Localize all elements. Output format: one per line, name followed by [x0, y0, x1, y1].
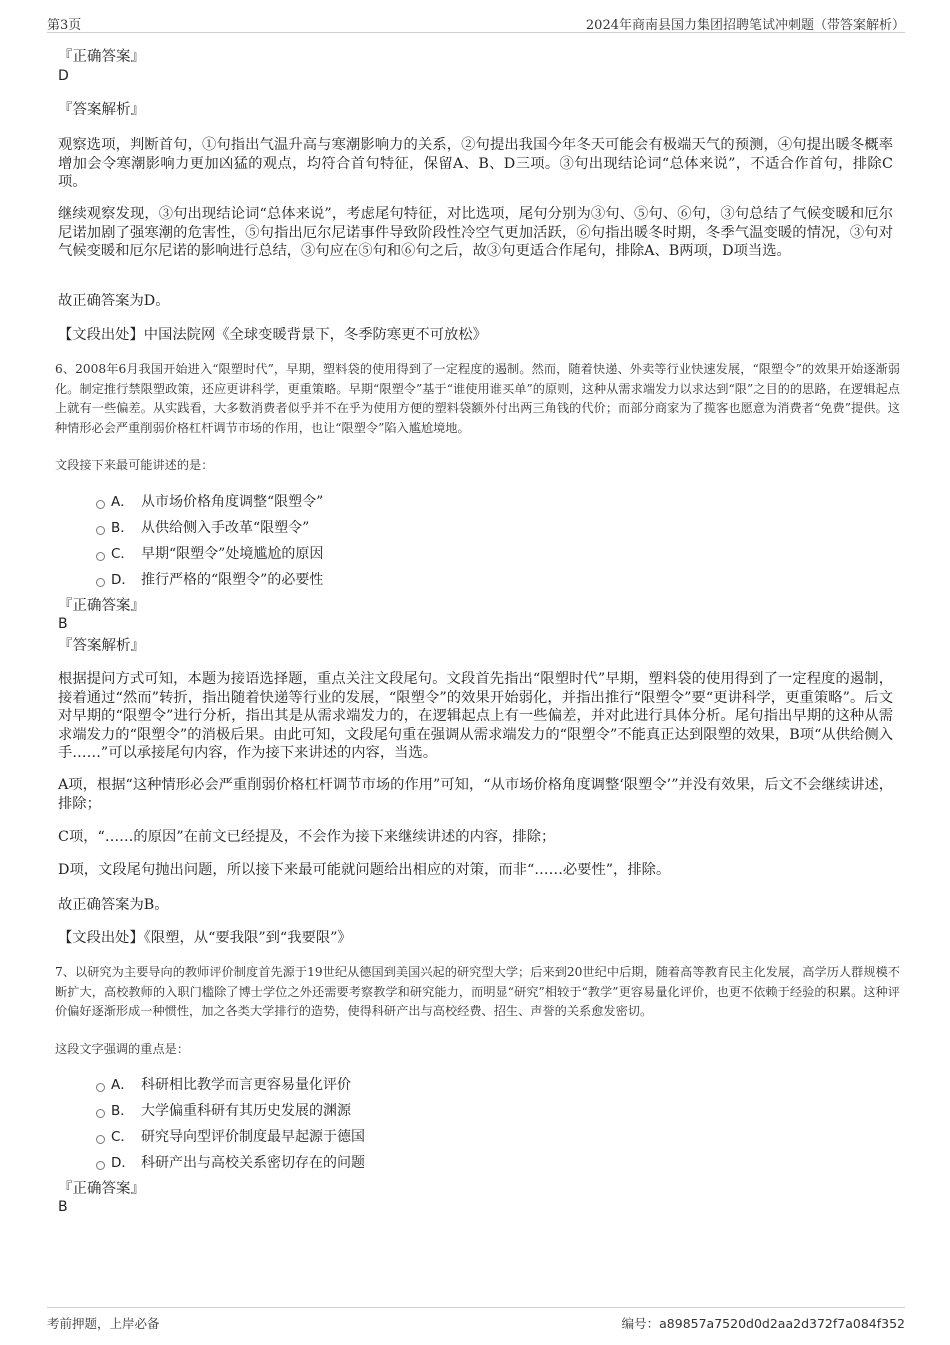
q7-prompt: 这段文字强调的重点是： — [55, 1042, 190, 1056]
radio-icon[interactable] — [96, 552, 105, 561]
document-code — [622, 1314, 905, 1332]
q7-correct-answer: B — [58, 1199, 68, 1215]
q7-question-text: 7、以研究为主要导向的教师评价制度首先源于19世纪从德国到美国兴起的研究型大学；后来到20世纪中后期，随着高等教育民主化发展，高学历人群规模不断扩大，高校教师的入职门槛除了博士学位之外还需要考察教学和研究能力，而明显“研究”相较于“教学”更容易量化评价，也更不依赖于经验的积累。这种评价偏好逐渐形成一种惯性，加之各类大学排行的造势，使得科研产出与高校经费、招生、声誉的关系愈发密切。 — [55, 965, 900, 1018]
q6-analysis-para-1: 根据提问方式可知，本题为接语选择题，重点关注文段尾句。文段首先指出“限塑时代”早期，塑料袋的使用得到了一定程度的遏制，接着通过“然而”转折，指出随着快递等行业的发展，“限塑令”的效果开始弱化，并指出推行“限塑令”要“更讲科学，更重策略”。后文对早期的“限塑令”进行分析，指出其是从需求端发力的，在逻辑起点上有一些偏差，并对此进行具体分析。尾句指出早期的这种从需求端发力的“限塑令”的消极后果。由此可知，文段尾句重在强调从需求端发力的“限塑令”不能真正达到限塑的效果，B项“从供给侧入手……”可以承接尾句内容，作为接下来讲述的内容，当选。 — [58, 671, 893, 761]
radio-icon[interactable] — [96, 1135, 105, 1144]
q6-option-c[interactable]: C． 早期“限塑令”处境尴尬的原因 — [96, 542, 323, 562]
footer-slogan: 考前押题，上岸必备 — [47, 1316, 160, 1331]
radio-icon[interactable] — [96, 1161, 105, 1170]
code-label: 编号： — [621, 1316, 660, 1331]
q5-analysis-para-2: 继续观察发现，③句出现结论词“总体来说”，考虑尾句特征，对比选项，尾句分别为③句、⑤句、⑥句，③句总结了气候变暖和厄尔尼诺加剧了强寒潮的危害性，⑤句指出厄尔尼诺事件导致阶段性冷空气更加活跃，⑥句指出暖冬时期，冬季气温变暖的情况，③句对气候变暖和厄尔尼诺的影响进行总结，③句应在⑤句和⑥句之后，故③句更适合作尾句，排除A、B两项，D项当选。 — [58, 206, 893, 259]
q5-analysis-para-1: 观察选项，判断首句，①句指出气温升高与寒潮影响力的关系，②句提出我国今年冬天可能会有极端天气的预测，④句提出暖冬概率增加会令寒潮影响力更加凶猛的观点，均符合首句特征，保留A、B、D三项。③句出现结论词“总体来说”，不适合作首句，排除C项。 — [58, 137, 893, 190]
q6-analysis-para-5: 故正确答案为B。 — [58, 897, 169, 913]
radio-icon[interactable] — [96, 526, 105, 535]
page-number: 第3页 — [47, 18, 82, 33]
q6-analysis-para-4: D项，文段尾句抛出问题，所以接下来最可能就问题给出相应的对策，而非“……必要性”，排除。 — [58, 862, 671, 878]
q5-analysis-para-3: 故正确答案为D。 — [58, 293, 170, 309]
page-footer — [47, 1307, 905, 1338]
q6-option-a[interactable]: A． 从市场价格角度调整“限塑令” — [96, 490, 323, 510]
q7-option-c[interactable]: C． 研究导向型评价制度最早起源于德国 — [96, 1125, 365, 1145]
q6-analysis-label: 『答案解析』 — [58, 638, 145, 654]
q6-source: 【文段出处】《限塑，从“要我限”到“我要限”》 — [58, 930, 352, 946]
q6-analysis-para-2: A项，根据“这种情形必会严重削弱价格杠杆调节市场的作用”可知，“从市场价格角度调整‘限塑令’”并没有效果，后文不会继续讲述，排除； — [58, 777, 893, 812]
q7-option-a[interactable]: A． 科研相比教学而言更容易量化评价 — [96, 1073, 351, 1093]
q6-option-b[interactable]: B． 从供给侧入手改革“限塑令” — [96, 516, 309, 536]
q7-option-d[interactable]: D． 科研产出与高校关系密切存在的问题 — [96, 1151, 365, 1171]
q7-correct-label: 『正确答案』 — [58, 1181, 145, 1197]
q5-correct-label: 『正确答案』 — [58, 49, 145, 65]
q6-prompt: 文段接下来最可能讲述的是： — [55, 458, 214, 472]
radio-icon[interactable] — [96, 1109, 105, 1118]
document-title: 2024年商南县国力集团招聘笔试冲刺题（带答案解析） — [585, 18, 905, 33]
radio-icon[interactable] — [96, 500, 105, 509]
q5-source: 【文段出处】中国法院网《全球变暖背景下，冬季防寒更不可放松》 — [58, 327, 487, 343]
q7-option-b[interactable]: B． 大学偏重科研有其历史发展的渊源 — [96, 1099, 351, 1119]
code-value: a89857a7520d0d2aa2d372f7a084f352 — [659, 1316, 905, 1331]
q5-analysis-label: 『答案解析』 — [58, 102, 145, 118]
q6-correct-answer: B — [58, 616, 68, 632]
q6-option-d[interactable]: D． 推行严格的“限塑令”的必要性 — [96, 568, 323, 588]
radio-icon[interactable] — [96, 1083, 105, 1092]
radio-icon[interactable] — [96, 578, 105, 587]
page-header — [47, 12, 905, 33]
q5-correct-answer: D — [58, 68, 69, 84]
q6-analysis-para-3: C项，“……的原因”在前文已经提及，不会作为接下来继续讲述的内容，排除； — [58, 829, 556, 845]
q6-correct-label: 『正确答案』 — [58, 598, 145, 614]
q6-question-text: 6、2008年6月我国开始进入“限塑时代”，早期，塑料袋的使用得到了一定程度的遏制。然而，随着快递、外卖等行业快速发展，“限塑令”的效果开始逐渐弱化。制定推行禁限塑政策，还应更讲科学，更重策略。早期“限塑令”基于“谁使用谁买单”的原则，这种从需求端发力以求达到“限”之目的的思路，在逻辑起点上就有一些偏差。从实践看，大多数消费者似乎并不在乎为使用方便的塑料袋额外付出两三角钱的代价；而部分商家为了揽客也愿意为消费者“免费”提供。这种情形必会严重削弱价格杠杆调节市场的作用，也让“限塑令”陷入尴尬境地。 — [55, 362, 900, 435]
